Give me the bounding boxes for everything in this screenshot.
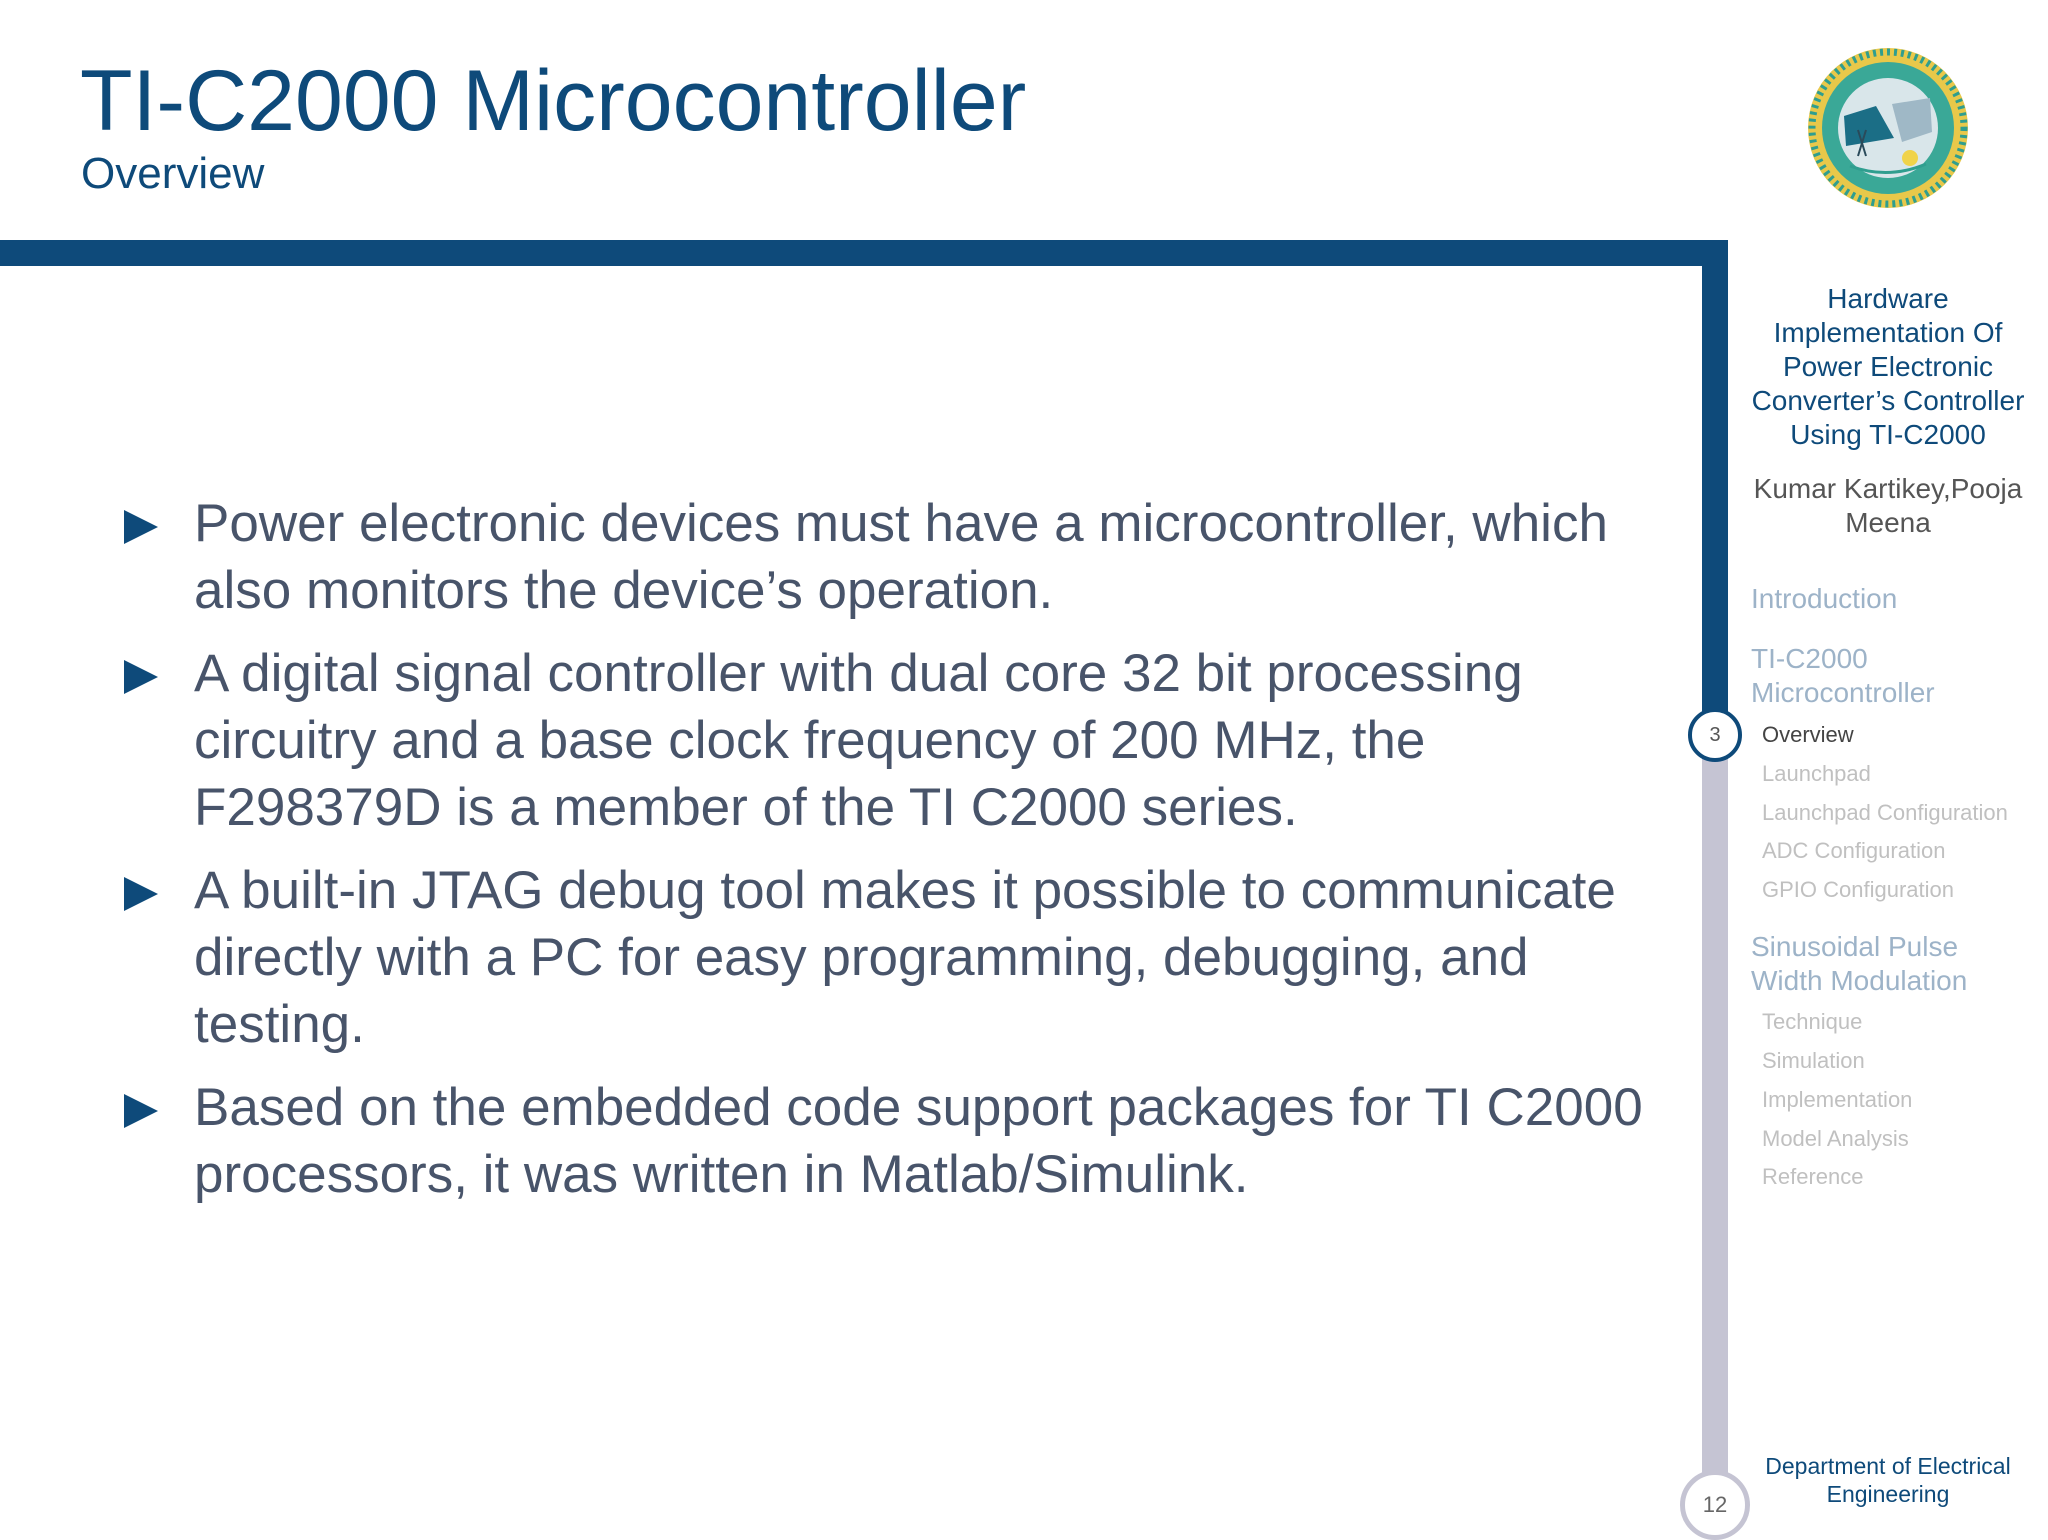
slide-subtitle: Overview [81, 149, 265, 198]
nav-item-launchpad[interactable]: Launchpad [1762, 761, 1871, 786]
nav-item-overview[interactable]: Overview [1762, 722, 1854, 747]
bullet-text: Based on the embedded code support packages for TI C2000 processors, it was written in Matlab/Simulink. [194, 1078, 1643, 1204]
nav-section-introduction[interactable]: Introduction [1751, 583, 1898, 614]
nav-item-implementation[interactable]: Implementation [1762, 1087, 1913, 1112]
nav-item-model-analysis[interactable]: Model Analysis [1762, 1126, 1909, 1151]
progress-rail-completed [1702, 240, 1728, 732]
logo-sun-icon [1902, 150, 1918, 166]
triangle-bullet-icon [124, 1094, 158, 1128]
progress-rail-remaining [1702, 732, 1728, 1490]
bullet-text: A built-in JTAG debug tool makes it possible to communicate directly with a PC for easy programming, debugging, and testing. [194, 861, 1616, 1054]
deck-authors: Kumar Kartikey,Pooja Meena [1753, 473, 2023, 538]
nav-item-reference[interactable]: Reference [1762, 1164, 1864, 1189]
nav-item-technique[interactable]: Technique [1762, 1009, 1863, 1034]
department-label: Department of Electrical Engineering [1765, 1453, 2011, 1507]
nav-section-spwm[interactable]: Sinusoidal Pulse Width Modulation [1751, 931, 1968, 996]
bullet-item [122, 490, 1682, 624]
triangle-bullet-icon [124, 877, 158, 911]
nav-item-gpio-configuration[interactable]: GPIO Configuration [1762, 877, 1954, 902]
triangle-bullet-icon [124, 660, 158, 694]
triangle-bullet-icon [124, 510, 158, 544]
slide-title: TI-C2000 Microcontroller [80, 53, 1027, 149]
nav-item-adc-configuration[interactable]: ADC Configuration [1762, 838, 1946, 863]
nav-item-launchpad-configuration[interactable]: Launchpad Configuration [1762, 800, 2008, 825]
deck-title: Hardware Implementation Of Power Electronic Converter’s Controller Using TI-C2000 [1751, 283, 2025, 450]
bullet-item [122, 640, 1682, 841]
bullet-item [122, 857, 1682, 1058]
current-page-indicator[interactable]: 3 [1688, 708, 1742, 762]
nav-section-ti-c2000[interactable]: TI-C2000 Microcontroller [1751, 643, 1935, 708]
bullet-list [122, 490, 1682, 1224]
header-divider-bar [0, 240, 1728, 266]
bullet-text: Power electronic devices must have a microcontroller, which also monitors the device’s operation. [194, 494, 1608, 620]
last-page-indicator[interactable]: 12 [1680, 1470, 1750, 1540]
institute-logo [1806, 46, 1970, 210]
bullet-item [122, 1074, 1682, 1208]
nav-item-simulation[interactable]: Simulation [1762, 1048, 1865, 1073]
bullet-text: A digital signal controller with dual core 32 bit processing circuitry and a base clock frequency of 200 MHz, the F298379D is a member of the TI C2000 series. [194, 644, 1523, 837]
